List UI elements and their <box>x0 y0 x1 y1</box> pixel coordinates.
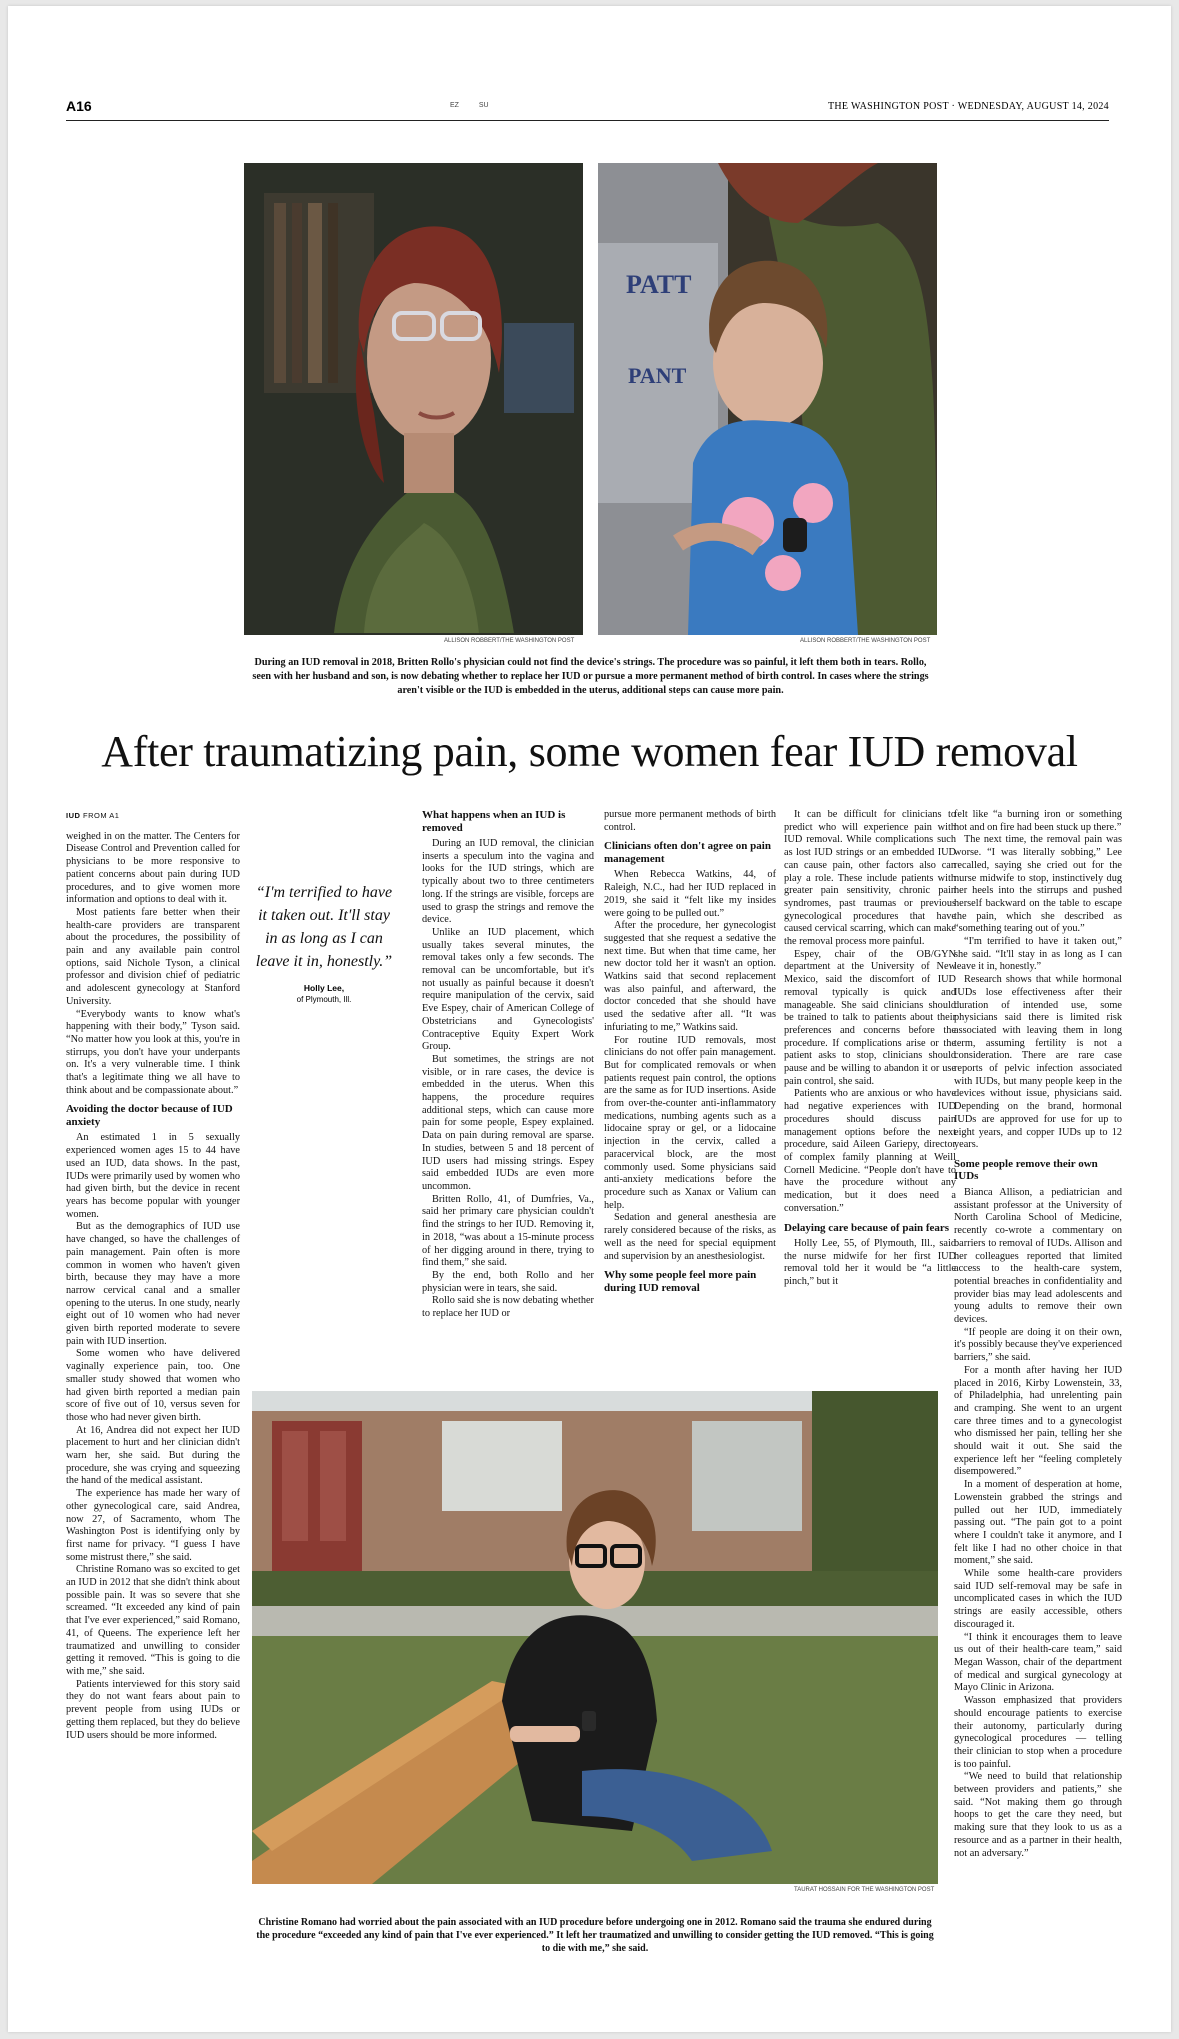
pull-quote <box>252 881 396 1004</box>
photo-woman-portrait <box>244 163 583 635</box>
paragraph: While some health-care providers said IUD self-removal may be safe in uncomplicated cases in which the IUD strings are easily accessible, others discouraged it. <box>954 1568 1122 1630</box>
paragraph: weighed in on the matter. The Centers for Disease Control and Prevention called for physicians to be more responsive to patient concerns about pain during IUD procedures, and to give women more information and options to deal with it. <box>66 830 240 906</box>
paragraph: Some women who have delivered vaginally experience pain, too. One smaller study showed that women who had given birth reported a median pain score of five out of 10, versus seven for those who had never given birth. <box>66 1348 240 1423</box>
top-photo-caption: During an IUD removal in 2018, Britten Rollo's physician could not find the device's strings. The procedure was so painful, it left them both in tears. Rollo, seen with her husband and son, is now debating whether to replace her IUD or pursue a more permanent method of birth control. In cases where the strings aren't visible or the IUD is embedded in the uterus, additional steps can cause more pain. <box>252 657 929 696</box>
subhead-why-more-pain: Why some people feel more pain during IUD removal <box>604 1269 757 1294</box>
photo-woman-portrait-illustration <box>244 163 583 635</box>
paragraph: But as the demographics of IUD use have changed, so have the challenges of pain management. Pain often is more common in women who haven't given birth, because they may have a more narrow cervical canal and a smaller opening to the uterus. In one study, nearly eight out of 10 women who had never given birth reported moderate to severe pain with IUD insertion. <box>66 1221 240 1347</box>
photo-woman-on-bench <box>252 1391 938 1884</box>
paragraph: By the end, both Rollo and her physician were in tears, she said. <box>422 1269 594 1294</box>
paragraph: The experience has made her wary of other gynecological care, said Andrea, now 27, of Sacramento, whom The Washington Post is identifying only by first name for privacy. “I guess I have some mistrust there,” she said. <box>66 1488 240 1563</box>
article-column-6 <box>954 809 1122 1860</box>
paragraph: For a month after having her IUD placed in 2016, Kirby Lowenstein, 33, of Philadelphia, had unrelenting pain and cramping. She went to an urgent care three times and to a gynecologist who dismissed her pain, telling her she should wait it out. She said the experience left her “feeling completely disempowered.” <box>954 1364 1122 1478</box>
pull-quote-text: “I'm terrified to have it taken out. It'll stay in as long as I can leave it in, honestly.” <box>255 884 393 970</box>
pull-quote-location: of Plymouth, Ill. <box>296 995 352 1004</box>
paragraph: “If people are doing it on their own, it's possibly because they've experienced barriers,” she said. <box>954 1326 1122 1364</box>
paragraph: When Rebecca Watkins, 44, of Raleigh, N.C., had her IUD replaced in 2019, she said it “felt like my insides were going to be pulled out.” <box>604 869 776 919</box>
page-header <box>66 98 1109 121</box>
subhead-clinicians: Clinicians often don't agree on pain management <box>604 840 771 865</box>
subhead-remove-own: Some people remove their own IUDs <box>954 1157 1098 1183</box>
jump-line: IUD FROM A1 <box>66 811 120 820</box>
article-column-3 <box>422 809 594 1321</box>
paragraph: “We need to build that relationship between providers and patients,” she said. “Not making them go through hoops to get the care they need, but making sure that they look to us as a resource and as a partner in their health, not an adversary.” <box>954 1771 1122 1859</box>
paragraph: Wasson emphasized that providers should encourage patients to exercise their autonomy, particularly during gynecological procedures — telling their clinician to stop when a procedure is too painful. <box>954 1695 1122 1770</box>
paragraph: felt like “a burning iron or something hot and on fire had been stuck up there.” <box>954 809 1122 833</box>
paragraph: Holly Lee, 55, of Plymouth, Ill., said the nurse midwife for her first IUD removal told her it would be “a little pinch,” but it <box>784 1238 956 1288</box>
edition-codes: EZ SU <box>450 102 489 109</box>
shirt-text: PATT <box>626 270 692 299</box>
paragraph: Christine Romano was so excited to get an IUD in 2012 that she didn't think about possible pain. It was so severe that she screamed. “It exceeded any kind of pain that I've ever experienced,” said Romano, 41, of Queens. The experience left her traumatized and unwilling to consider getting it removed. “This is going to die with me,” she said. <box>66 1564 240 1677</box>
article-column-5 <box>784 809 956 1289</box>
paragraph: Sedation and general anesthesia are rarely considered because of the risks, as well as the need for special equipment and supervision by an anesthesiologist. <box>604 1212 776 1262</box>
dateline: THE WASHINGTON POST · WEDNESDAY, AUGUST 14, 2024 <box>827 101 1109 112</box>
article-column-1 <box>66 810 240 1742</box>
photo-family-illustration <box>598 163 937 635</box>
paragraph: Rollo said she is now debating whether to replace her IUD or <box>422 1295 594 1320</box>
photo-woman-on-bench-illustration <box>252 1391 938 1884</box>
pull-quote-name: Holly Lee, <box>303 983 345 993</box>
subhead-what-happens: What happens when an IUD is removed <box>422 809 566 834</box>
paragraph: Most patients fare better when their health-care providers are transparent about the procedures, the possibility of pain and any available pain control options, said Nichole Tyson, a clinical professor and division chief of pediatric and adolescent gynecology at Stanford University. <box>66 906 240 1007</box>
photo-credit-bottom: TAURAT HOSSAIN FOR THE WASHINGTON POST <box>794 1887 935 1893</box>
paragraph: After the procedure, her gynecologist suggested that she request a sedative the next time. But when that time came, her new doctor told her it wasn't an option. Watkins said that second replacement was also painful, and afterward, the doctor conceded that she should have used the sedative after all. “It was infuriating to me,” Watkins said. <box>604 920 776 1033</box>
paragraph: The next time, the removal pain was worse. “I was literally sobbing,” Lee recalled, saying she cried out for the nurse midwife to stop, instinctively dug her heels into the stirrups and pushed herself backward on the table to escape the pain, which she described as “something tearing out of you.” <box>954 834 1122 935</box>
newspaper-page <box>8 6 1171 2032</box>
paragraph: At 16, Andrea did not expect her IUD placement to hurt and her clinician didn't warn her, she said. But during the procedure, she was crying and squeezing the hand of the medical assistant. <box>66 1424 240 1487</box>
bottom-photo-caption: Christine Romano had worried about the pain associated with an IUD procedure before undergoing one in 2012. Romano said the trauma she endured during the procedure “exceeded any kind of pain that I've ever experienced.” It left her traumatized and unwilling to consider getting the IUD removed. “This is going to die with me,” she said. <box>256 1917 934 1954</box>
photo-credit-top-right: ALLISON ROBBERT/THE WASHINGTON POST <box>800 638 931 644</box>
paragraph: Bianca Allison, a pediatrician and assistant professor at the University of North Carolina School of Medicine, recently co-wrote a commentary on barriers to removal of IUDs. Allison and her colleagues reported that limited access to the health-care system, potential breaches in confidentiality and provider bias may lead adolescents and young adults to remove their own devices. <box>954 1186 1122 1326</box>
page-number: A16 <box>66 98 92 114</box>
paragraph: Britten Rollo, 41, of Dumfries, Va., said her primary care physician couldn't find the strings to her IUD. Removing it, in 2018, “was about a 15-minute process of her digging around in there, trying to find them,” she said. <box>422 1193 594 1269</box>
paragraph: But sometimes, the strings are not visible, or in rare cases, the device is embedded in the uterus. When this happens, the procedure requires additional steps, which can cause more pain for some people, Espey explained. Data on pain during removal are sparse. In studies, between 5 and 18 percent of IUD users had missing strings. Espey said embedded IUDs are even more uncommon. <box>422 1053 594 1192</box>
paragraph: For routine IUD removals, most clinicians do not offer pain management. But for complicated removals or when patients request pain control, the options are the same as for IUD insertions. Aside from over-the-counter anti-inflammatory medications, numbing agents such as a lidocaine spray or gel, or a lidocaine injection in the cervix, called a paracervical block, are the most commonly used. Some physicians said anti-anxiety medications before the procedure such as Xanax or Valium can help. <box>604 1034 776 1211</box>
subhead-avoiding: Avoiding the doctor because of IUD anxiety <box>66 1103 233 1128</box>
headline: After traumatizing pain, some women fear IUD removal <box>101 727 1078 776</box>
svg-text:PANT: PANT <box>628 363 687 388</box>
photo-family <box>598 163 937 635</box>
paragraph: In a moment of desperation at home, Lowenstein grabbed the strings and pulled out her IUD, immediately passing out. “The pain got to a point where I couldn't take it anymore, and I felt like I had no other choice in that moment,” she said. <box>954 1479 1122 1567</box>
paragraph: Patients interviewed for this story said they do not want fears about pain to prevent people from using IUDs or getting them replaced, but they do believe IUD users should be more informed. <box>66 1678 240 1741</box>
photo-credit-top-left: ALLISON ROBBERT/THE WASHINGTON POST <box>444 638 575 644</box>
paragraph: “I think it encourages them to leave us out of their health-care team,” said Megan Wasson, chair of the department of medical and surgical gynecology at Mayo Clinic in Arizona. <box>954 1631 1122 1694</box>
paragraph: Espey, chair of the OB/GYN department at the University of New Mexico, said the discomfort of IUD removal typically is quick and manageable. She said clinicians should be trained to talk to patients about their preferences and concerns before the procedure. If complications arise or the patient asks to stop, clinicians should pause and be willing to abandon it or use pain control, she said. <box>784 948 956 1087</box>
subhead-delaying-care: Delaying care because of pain fears <box>784 1221 950 1234</box>
paragraph: It can be difficult for clinicians to predict who will experience pain with IUD removal. While complications such as lost IUD strings or an embedded IUD can cause pain, other factors also can play a role. These include patients with greater pain sensitivity, chronic pain syndromes, past traumas or previous gynecological procedures that have caused cervical scarring, which can make the removal process more painful. <box>784 809 956 948</box>
paragraph: Research shows that while hormonal IUDs lose effectiveness after their duration of intended use, some physicians said there is limited risk associated with leaving them in long term, assuming fertility is not a consideration. There are rare case reports of pelvic infection associated with IUDs, but many people keep in the devices without issue, physicians said. Depending on the brand, hormonal IUDs are approved for use for up to eight years, and copper IUDs up to 12 years. <box>954 974 1122 1151</box>
paragraph: pursue more permanent methods of birth control. <box>604 809 776 833</box>
paragraph: Unlike an IUD placement, which usually takes several minutes, the removal takes only a few seconds. The removal can be uncomfortable, but it's not usually as painful because it doesn't require manipulation of the cervix, said Eve Espey, chair of American College of Obstetricians and Gynecologists' Contraceptive Equity Expert Work Group. <box>422 926 594 1053</box>
paragraph: Patients who are anxious or who have had negative experiences with IUD procedures should discuss pain management options before the next procedure, said Aileen Gariepy, director of complex family planning at Weill Cornell Medicine. “People don't have to have the procedure without any medication, but it does need a conversation.” <box>784 1088 956 1214</box>
paragraph: “Everybody wants to know what's happening with their body,” Tyson said. “No matter how you look at this, you're in stirrups, you don't have your underpants on. It's a very vulnerable time. I think that's a legitimate thing we all have to think about and be compassionate about.” <box>66 1008 240 1096</box>
article-column-4 <box>604 809 776 1298</box>
paragraph: An estimated 1 in 5 sexually experienced women ages 15 to 44 have used an IUD, data shows. In the past, IUDs were primarily used by women who had given birth, but the device in recent years has become popular with younger women. <box>66 1132 240 1220</box>
paragraph: During an IUD removal, the clinician inserts a speculum into the vagina and looks for the IUD strings, which are typically about two to three centimeters long. If the strings are visible, forceps are used to grasp the strings and remove the device. <box>422 838 594 926</box>
paragraph: “I'm terrified to have it taken out,” she said. “It'll stay in as long as I can leave it in, honestly.” <box>954 936 1122 973</box>
